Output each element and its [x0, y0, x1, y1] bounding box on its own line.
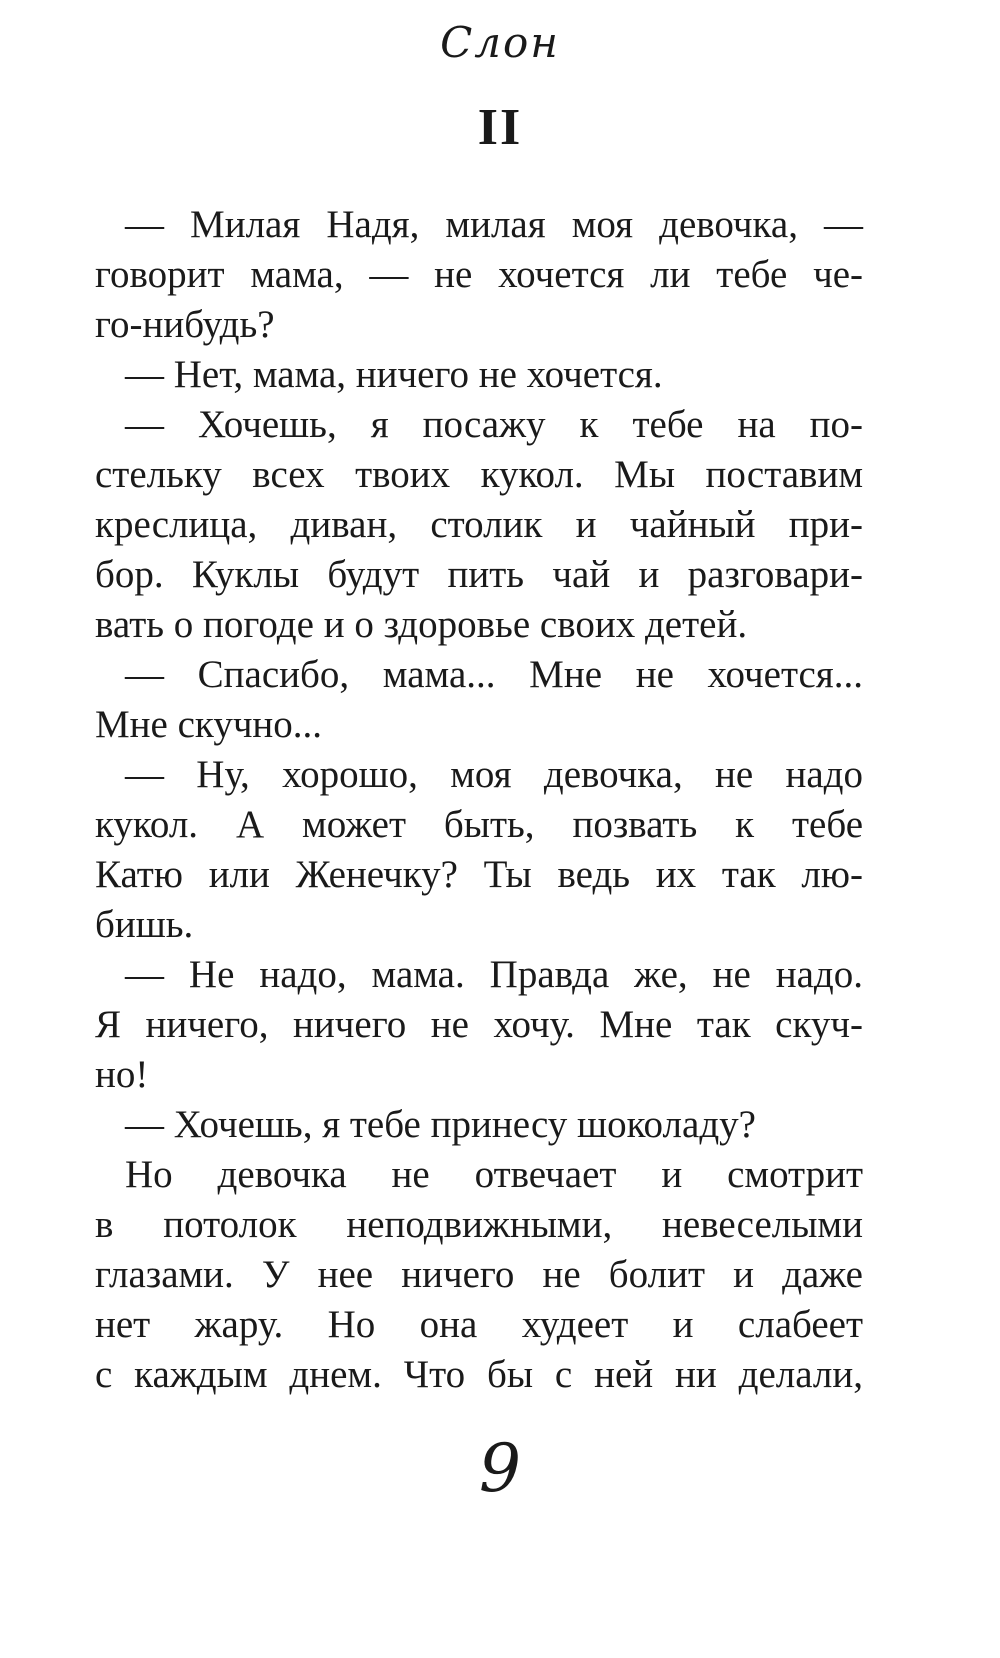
page-number: 9 — [479, 1430, 521, 1507]
chapter-number: II — [477, 99, 523, 156]
running-head-title: Слон — [440, 18, 560, 67]
text-line: кукол. А может быть, позвать к тебе — [95, 803, 863, 846]
text-line: — Хочешь, я тебе принесу шоколаду? — [125, 1103, 756, 1146]
text-line: бор. Куклы будут пить чай и разговари- — [95, 553, 863, 596]
text-line: Катю или Женечку? Ты ведь их так лю- — [95, 853, 863, 896]
text-line: — Хочешь, я посажу к тебе на по- — [125, 403, 863, 446]
text-line: Я ничего, ничего не хочу. Мне так скуч- — [95, 1003, 863, 1046]
text-line: нет жару. Но она худеет и слабеет — [95, 1303, 863, 1346]
text-line: бишь. — [95, 903, 194, 946]
text-line: вать о погоде и о здоровье своих детей. — [95, 603, 748, 646]
text-line: Но девочка не отвечает и смотрит — [125, 1153, 863, 1196]
text-line: креслица, диван, столик и чайный при- — [95, 503, 863, 546]
text-line: говорит мама, — не хочется ли тебе че- — [95, 253, 863, 296]
body-text — [95, 200, 863, 1400]
text-line: — Милая Надя, милая моя девочка, — — [125, 203, 863, 246]
text-line: но! — [95, 1053, 149, 1096]
text-line: в потолок неподвижными, невеселыми — [95, 1203, 863, 1246]
text-line: стельку всех твоих кукол. Мы поставим — [95, 453, 863, 496]
text-line: глазами. У нее ничего не болит и даже — [95, 1253, 863, 1296]
text-line: — Нет, мама, ничего не хочется. — [125, 353, 663, 396]
text-line: с каждым днем. Что бы с ней ни делали, — [95, 1353, 863, 1396]
text-line: — Ну, хорошо, моя девочка, не надо — [125, 753, 863, 796]
text-line: го-нибудь? — [95, 303, 275, 346]
text-line: Мне скучно... — [95, 703, 323, 746]
text-line: — Не надо, мама. Правда же, не надо. — [125, 953, 863, 996]
text-line: — Спасибо, мама... Мне не хочется... — [125, 653, 863, 696]
